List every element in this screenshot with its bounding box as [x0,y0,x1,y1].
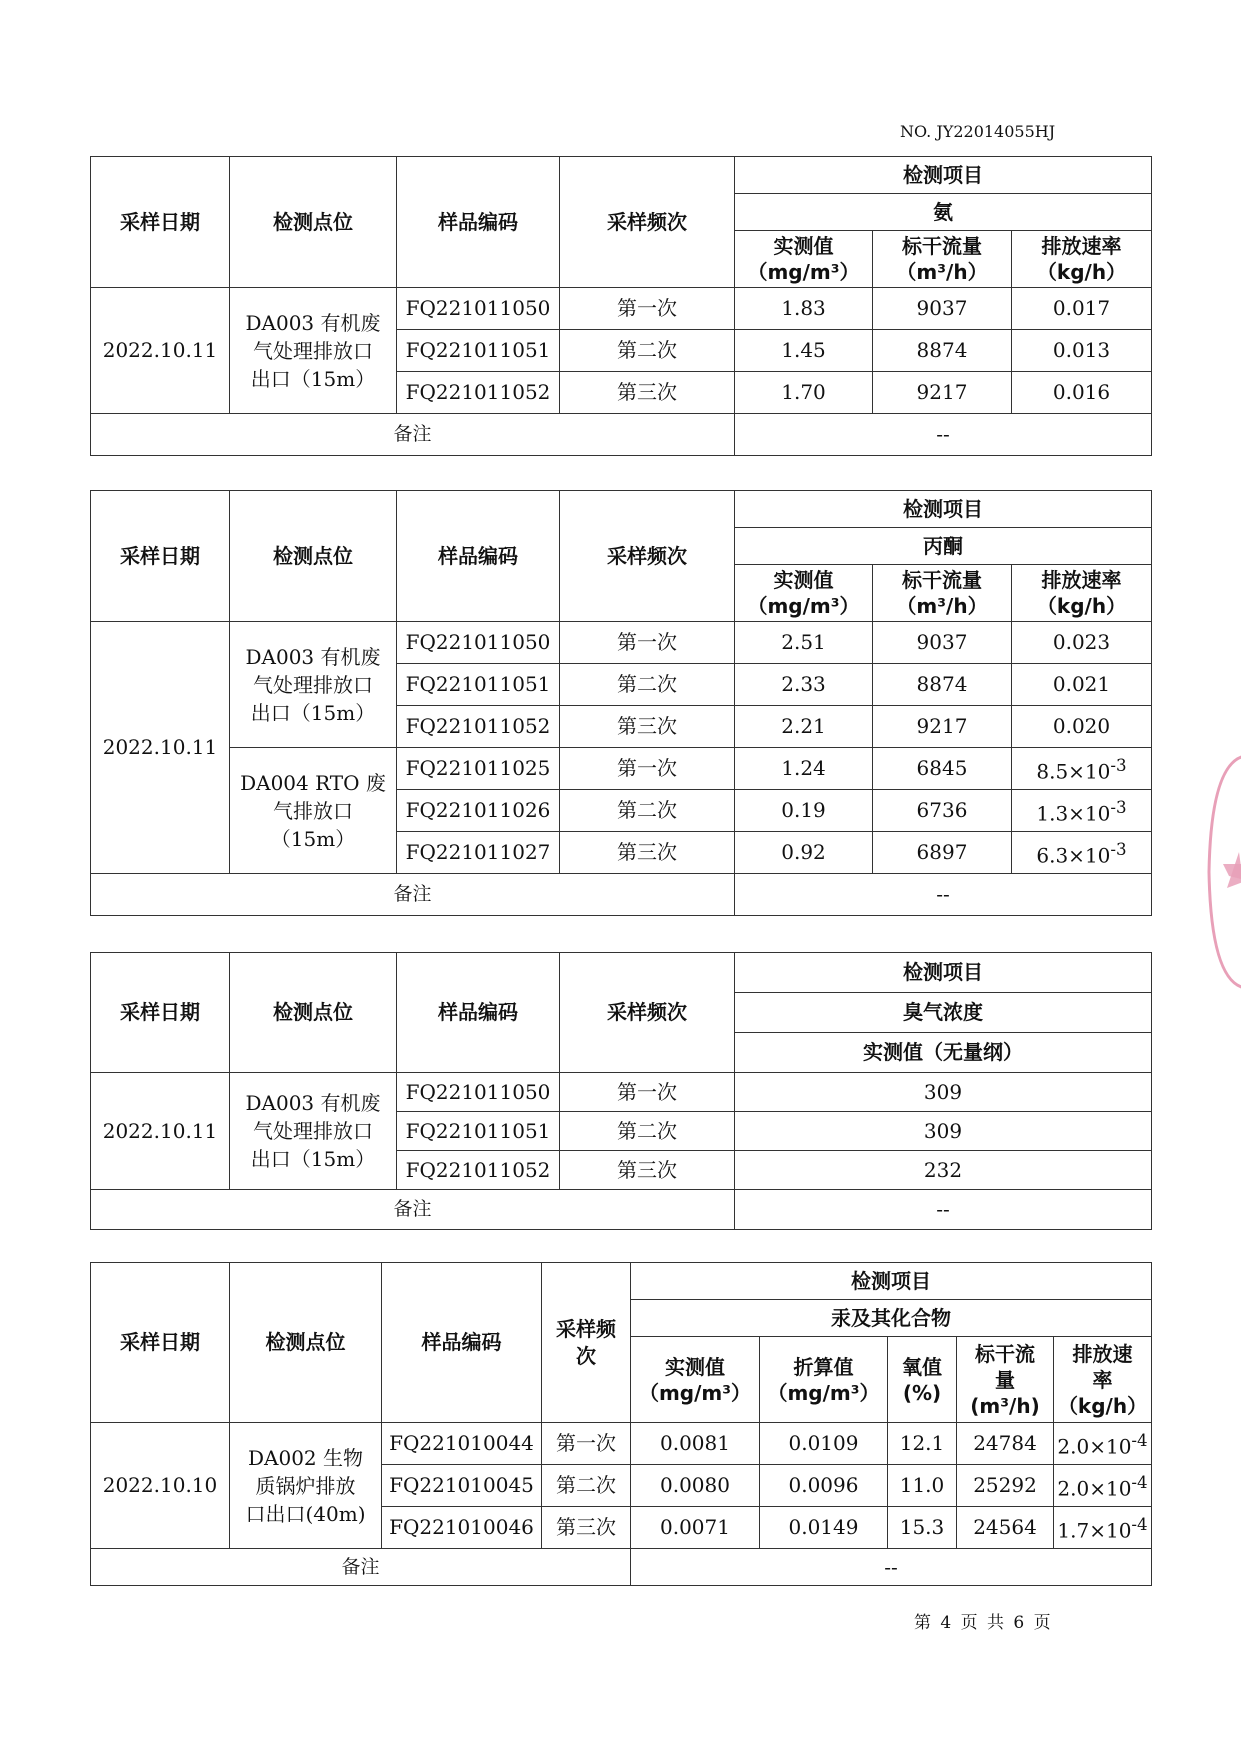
rate-value: 0.016 [1012,372,1152,414]
subheader-measured: 实测值 （mg/m³） [735,565,873,622]
sampling-location: DA004 RTO 废 气排放口 （15m） [230,748,397,874]
sample-code: FQ221010044 [382,1423,542,1465]
header-location: 检测点位 [230,953,397,1073]
table-row [91,748,1152,790]
measured-value: 1.45 [735,330,873,372]
measured-value: 0.0071 [631,1507,760,1549]
subheader-oxygen: 氧值 (%) [888,1337,957,1423]
rate-value: 0.020 [1012,706,1152,748]
measured-value: 1.24 [735,748,873,790]
measured-value: 2.51 [735,622,873,664]
sample-frequency: 第一次 [542,1423,631,1465]
header-location: 检测点位 [230,1263,382,1423]
header-date: 采样日期 [91,491,230,622]
converted-value: 0.0096 [760,1465,888,1507]
acetone-table [90,490,1152,916]
sample-code: FQ221011052 [397,1151,560,1190]
report-number: NO. JY22014055HJ [900,122,1056,141]
sample-code: FQ221011027 [397,832,560,874]
table-row [91,1073,1152,1112]
oxygen-value: 11.0 [888,1465,957,1507]
sample-date: 2022.10.11 [91,288,230,414]
remark-label: 备注 [91,1190,735,1230]
sample-frequency: 第三次 [542,1507,631,1549]
sample-code: FQ221011051 [397,330,560,372]
sample-code: FQ221011050 [397,288,560,330]
sample-date: 2022.10.11 [91,622,230,874]
header-date: 采样日期 [91,1263,230,1423]
sample-frequency: 第二次 [560,664,735,706]
sampling-location: DA002 生物 质锅炉排放 口出口(40m) [230,1423,382,1549]
header-test-item: 检测项目 [735,491,1152,528]
sample-frequency: 第一次 [560,748,735,790]
flow-value: 9217 [873,372,1012,414]
sample-frequency: 第一次 [560,622,735,664]
subheader-rate: 排放速率 （kg/h） [1012,565,1152,622]
measured-value: 0.0081 [631,1423,760,1465]
rate-value: 0.013 [1012,330,1152,372]
table-row [91,1423,1152,1465]
header-location: 检测点位 [230,491,397,622]
remark-value: -- [735,1190,1152,1230]
pollutant-name: 臭气浓度 [735,993,1152,1033]
measured-value: 0.0080 [631,1465,760,1507]
remark-label: 备注 [91,414,735,456]
measured-value: 309 [735,1112,1152,1151]
converted-value: 0.0109 [760,1423,888,1465]
header-location: 检测点位 [230,157,397,288]
sample-code: FQ221011025 [397,748,560,790]
odor-table [90,952,1152,1230]
rate-value: 0.017 [1012,288,1152,330]
oxygen-value: 15.3 [888,1507,957,1549]
sample-frequency: 第二次 [560,330,735,372]
header-sample-code: 样品编码 [397,157,560,288]
sample-frequency: 第二次 [560,1112,735,1151]
pollutant-name: 氨 [735,194,1152,231]
page-number: 第 4 页 共 6 页 [914,1613,1053,1633]
measured-value: 2.33 [735,664,873,706]
subheader-measured: 实测值 （mg/m³） [631,1337,760,1423]
flow-value: 9037 [873,288,1012,330]
sample-code: FQ221011052 [397,706,560,748]
remark-label: 备注 [91,1549,631,1586]
subheader-flow: 标干流量 （m³/h） [873,231,1012,288]
sample-frequency: 第三次 [560,706,735,748]
sample-code: FQ221011051 [397,664,560,706]
rate-value: 0.021 [1012,664,1152,706]
subheader-converted: 折算值 （mg/m³） [760,1337,888,1423]
rate-value: 0.023 [1012,622,1152,664]
ammonia-table [90,156,1152,456]
measured-value: 0.19 [735,790,873,832]
remark-value: -- [735,414,1152,456]
flow-value: 8874 [873,664,1012,706]
measured-value: 1.83 [735,288,873,330]
subheader-measured: 实测值 （mg/m³） [735,231,873,288]
sample-frequency: 第三次 [560,372,735,414]
sampling-location: DA003 有机废 气处理排放口 出口（15m） [230,288,397,414]
flow-value: 9217 [873,706,1012,748]
sampling-location: DA003 有机废 气处理排放口 出口（15m） [230,1073,397,1190]
header-date: 采样日期 [91,953,230,1073]
header-frequency: 采样频次 [560,157,735,288]
seal-stamp [1205,752,1241,992]
measured-value: 0.92 [735,832,873,874]
sample-code: FQ221010046 [382,1507,542,1549]
flow-value: 6845 [873,748,1012,790]
remark-label: 备注 [91,874,735,916]
pollutant-name: 汞及其化合物 [631,1300,1152,1337]
header-test-item: 检测项目 [735,157,1152,194]
flow-value: 6736 [873,790,1012,832]
flow-value: 25292 [957,1465,1054,1507]
sample-code: FQ221011051 [397,1112,560,1151]
sample-frequency: 第二次 [560,790,735,832]
flow-value: 24564 [957,1507,1054,1549]
rate-value: $1.3\times 10^{-3}$ [1012,790,1152,832]
flow-value: 9037 [873,622,1012,664]
measured-value: 232 [735,1151,1152,1190]
header-sample-code: 样品编码 [397,953,560,1073]
sample-frequency: 第一次 [560,1073,735,1112]
measured-value: 2.21 [735,706,873,748]
oxygen-value: 12.1 [888,1423,957,1465]
flow-value: 8874 [873,330,1012,372]
sample-code: FQ221010045 [382,1465,542,1507]
header-frequency: 采样频次 [560,953,735,1073]
rate-value: $2.0\times 10^{-4}$ [1054,1423,1152,1465]
header-test-item: 检测项目 [735,953,1152,993]
rate-value: $6.3\times 10^{-3}$ [1012,832,1152,874]
header-test-item: 检测项目 [631,1263,1152,1300]
sample-date: 2022.10.11 [91,1073,230,1190]
sampling-location: DA003 有机废 气处理排放口 出口（15m） [230,622,397,748]
header-frequency: 采样频 次 [542,1263,631,1423]
sample-frequency: 第一次 [560,288,735,330]
subheader-rate: 排放速率 （kg/h） [1012,231,1152,288]
sample-code: FQ221011026 [397,790,560,832]
seal-outline-icon [1205,752,1241,992]
header-sample-code: 样品编码 [382,1263,542,1423]
measured-value: 309 [735,1073,1152,1112]
subheader-flow: 标干流 量 (m³/h) [957,1337,1054,1423]
subheader-rate: 排放速 率 （kg/h） [1054,1337,1152,1423]
rate-value: $2.0\times 10^{-4}$ [1054,1465,1152,1507]
subheader-flow: 标干流量 （m³/h） [873,565,1012,622]
flow-value: 24784 [957,1423,1054,1465]
header-date: 采样日期 [91,157,230,288]
rate-value: $8.5\times 10^{-3}$ [1012,748,1152,790]
sample-code: FQ221011050 [397,622,560,664]
flow-value: 6897 [873,832,1012,874]
sample-code: FQ221011050 [397,1073,560,1112]
sample-code: FQ221011052 [397,372,560,414]
remark-value: -- [631,1549,1152,1586]
converted-value: 0.0149 [760,1507,888,1549]
table-row [91,622,1152,664]
sample-frequency: 第三次 [560,1151,735,1190]
pollutant-name: 丙酮 [735,528,1152,565]
table-row [91,288,1152,330]
header-frequency: 采样频次 [560,491,735,622]
header-sample-code: 样品编码 [397,491,560,622]
mercury-table [90,1262,1152,1586]
sample-frequency: 第二次 [542,1465,631,1507]
remark-value: -- [735,874,1152,916]
subheader-measured: 实测值（无量纲） [735,1033,1152,1073]
measured-value: 1.70 [735,372,873,414]
sample-frequency: 第三次 [560,832,735,874]
sample-date: 2022.10.10 [91,1423,230,1549]
rate-value: $1.7\times 10^{-4}$ [1054,1507,1152,1549]
